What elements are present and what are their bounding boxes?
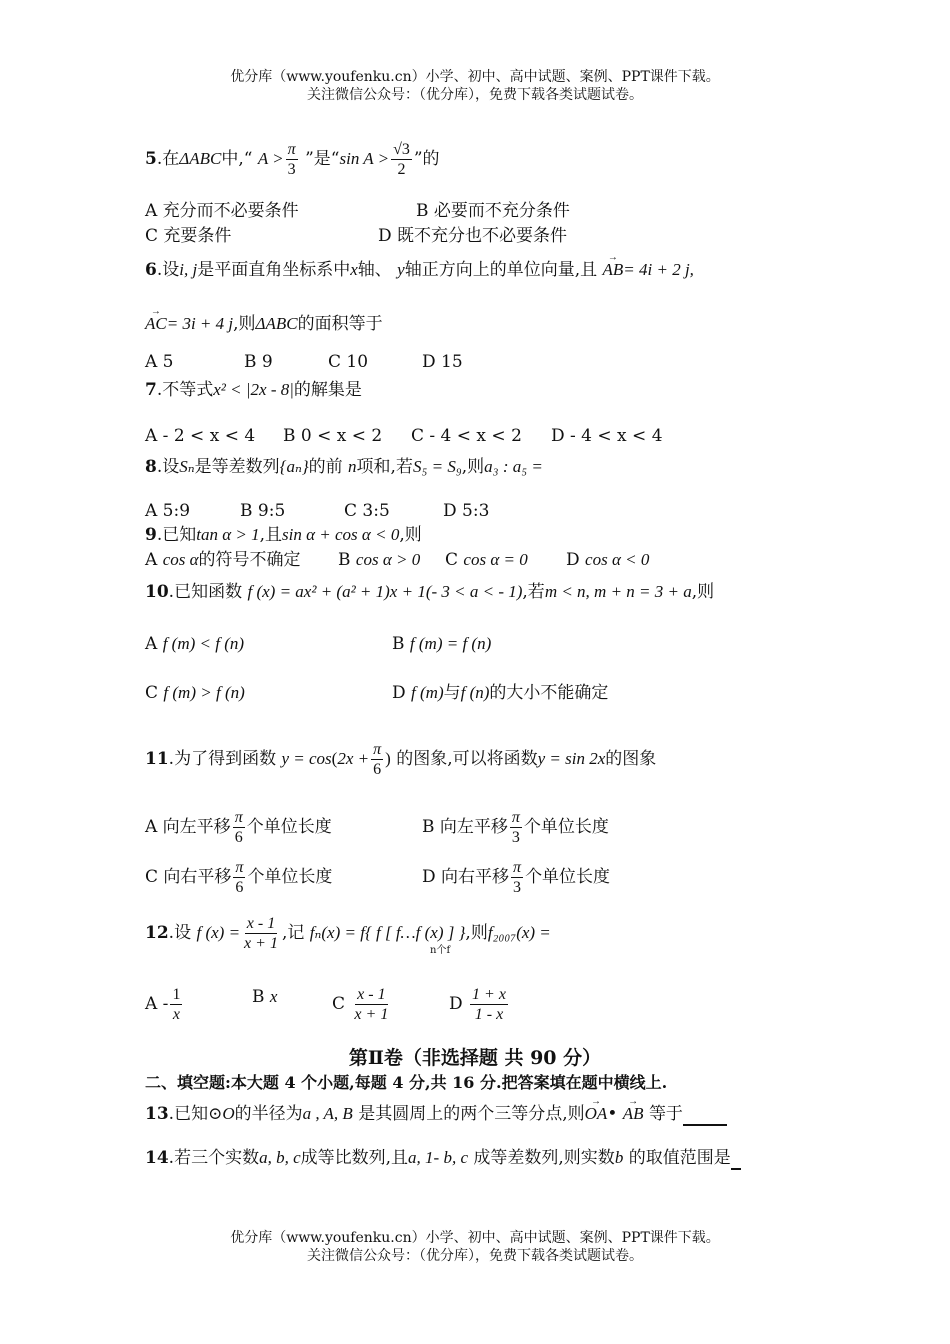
option-6c: C 10	[328, 352, 369, 372]
question-9: 9.已知tan α > 1,且sin α + cos α < 0,则	[145, 525, 422, 545]
option-10a: A f (m) < f (n)	[145, 634, 245, 654]
option-9d: D cos α < 0	[566, 550, 650, 570]
under-brace-label: n个f	[430, 945, 451, 956]
fraction: $\frac{\pi}{6}$	[373, 741, 382, 778]
question-8: 8.设Sₙ是等差数列{aₙ}的前 n项和,若S₅ = S₉,则a₃ : a₅ =	[145, 457, 543, 477]
fraction: $\frac{x - 1}{x + 1}$	[244, 915, 278, 952]
option-10c: C f (m) > f (n)	[145, 683, 245, 703]
option-8b: B 9:5	[240, 501, 286, 521]
option-9a: A cos α的符号不确定	[145, 550, 301, 570]
option-8d: D 5:3	[443, 501, 490, 521]
option-8c: C 3:5	[344, 501, 390, 521]
option-12c: C $\frac{x - 1}{x + 1}$	[332, 986, 389, 1023]
option-5d: D 既不充分也不必要条件	[378, 226, 568, 246]
question-7: 7.不等式x² < |2x - 8|的解集是	[145, 380, 362, 400]
option-11b: B 向左平移 $\frac{\pi}{3}$ 个单位长度	[422, 809, 609, 846]
vector-ac: → AC	[145, 312, 167, 336]
option-12a: A - $\frac{1}{x}$	[145, 986, 181, 1023]
option-9c: C cos α = 0	[445, 550, 528, 570]
question-number: 5	[145, 149, 157, 169]
answer-blank	[731, 1152, 741, 1170]
question-14: 14.若三个实数a, b, c成等比数列,且a, 1- b, c 成等差数列,则实数b 的取值范围是	[145, 1146, 741, 1170]
option-6d: D 15	[422, 352, 463, 372]
option-12d: D $\frac{1 + x}{1 - x}$	[449, 986, 506, 1023]
question-5: 5.在ΔABC中,“ A > $\frac{\pi}{3}$ ”是“sin A > $\frac{√3}{2}$ ”的	[145, 141, 440, 178]
fraction: $\frac{\pi}{3}$	[287, 141, 296, 178]
option-7b: B 0 < x < 2	[283, 426, 383, 446]
header-line-2: 关注微信公众号：（优分库），免费下载各类试题试卷。	[307, 87, 643, 103]
question-12: 12.设 f (x) = $\frac{x - 1}{x + 1}$ ,记 fₙ(x) = f{ f [ f…f (x) ] },则f₂₀₀₇(x) =	[145, 915, 551, 952]
option-5a: A 充分而不必要条件	[145, 201, 299, 221]
footer-line-2: 关注微信公众号：（优分库），免费下载各类试题试卷。	[307, 1248, 643, 1264]
option-11a: A 向左平移 $\frac{\pi}{6}$ 个单位长度	[145, 809, 332, 846]
header-line-1: 优分库（www.youfenku.cn）小学、初中、高中试题、案例、PPT课件下载。	[230, 69, 720, 85]
question-11: 11.为了得到函数 y = cos(2x + $\frac{\pi}{6}$ ) 的图象,可以将函数y = sin 2x的图象	[145, 741, 657, 778]
option-6b: B 9	[244, 352, 273, 372]
fraction: $\frac{√3}{2}$	[393, 141, 410, 178]
option-7c: C - 4 < x < 2	[411, 426, 522, 446]
question-13: 13.已知⊙O的半径为a , A, B 是其圆周上的两个三等分点,则→ OA• → AB 等于	[145, 1102, 727, 1126]
option-5b: B 必要而不充分条件	[416, 201, 570, 221]
option-10b: B f (m) = f (n)	[392, 634, 492, 654]
vector-ab: → AB	[603, 258, 624, 282]
question-6: 6.设i, j是平面直角坐标系中x轴、 y轴正方向上的单位向量,且 → AB= 4i + 2 j,	[145, 258, 694, 282]
option-11c: C 向右平移 $\frac{\pi}{6}$ 个单位长度	[145, 859, 333, 896]
option-12b: B x	[252, 987, 278, 1007]
question-10: 10.已知函数 f (x) = ax² + (a² + 1)x + 1(- 3 < a < - 1),若m < n, m + n = 3 + a,则	[145, 582, 715, 602]
option-7a: A - 2 < x < 4	[145, 426, 256, 446]
option-6a: A 5	[145, 352, 174, 372]
option-9b: B cos α > 0	[338, 550, 421, 570]
question-6-cont: → AC= 3i + 4 j,则ΔABC的面积等于	[145, 312, 383, 336]
option-10d: D f (m)与f (n)的大小不能确定	[392, 683, 609, 703]
option-7d: D - 4 < x < 4	[551, 426, 663, 446]
option-5c: C 充要条件	[145, 226, 232, 246]
option-8a: A 5:9	[145, 501, 191, 521]
vector-ab: → AB	[623, 1102, 644, 1126]
answer-blank	[683, 1108, 727, 1126]
section-title: 二、填空题:本大题 4 个小题,每题 4 分,共 16 分.把答案填在题中横线上.	[145, 1073, 668, 1092]
part-2-title: 第Ⅱ卷（非选择题 共 90 分）	[348, 1047, 602, 1069]
option-11d: D 向右平移 $\frac{\pi}{3}$ 个单位长度	[422, 859, 611, 896]
footer-line-1: 优分库（www.youfenku.cn）小学、初中、高中试题、案例、PPT课件下载。	[230, 1230, 720, 1246]
vector-oa: → OA	[585, 1102, 608, 1126]
